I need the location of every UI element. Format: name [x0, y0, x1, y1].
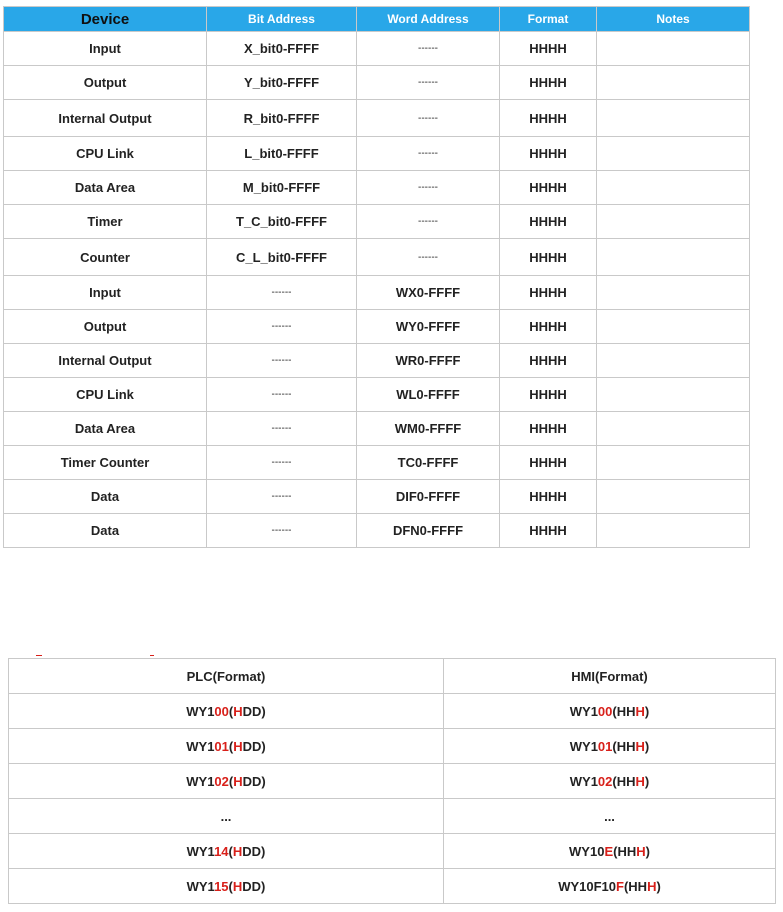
bit-address-cell: ------: [207, 344, 357, 378]
table-row: [4, 412, 750, 446]
highlighted-text: H: [635, 773, 645, 789]
format-cell: HHHH: [500, 239, 597, 276]
highlighted-text: F: [616, 878, 624, 894]
notes-cell: [597, 514, 750, 548]
format-conversion-table: [8, 658, 776, 904]
highlighted-text: 01: [597, 738, 613, 754]
notes-cell: [597, 480, 750, 514]
red-underline-mark: [150, 655, 154, 656]
device-cell: Input: [4, 32, 207, 66]
notes-cell: [597, 344, 750, 378]
format-cell: HHHH: [500, 205, 597, 239]
text-segment: WY10: [569, 843, 605, 859]
text-segment: DD): [242, 843, 266, 859]
device-table-header-row: [4, 7, 750, 32]
plc-format-cell: [9, 834, 444, 869]
text-segment: ): [644, 703, 650, 719]
notes-cell: [597, 378, 750, 412]
format-cell: HHHH: [500, 514, 597, 548]
table-row: [4, 344, 750, 378]
text-segment: (HH: [612, 738, 636, 754]
text-segment: WY1: [569, 738, 598, 754]
bit-address-cell: R_bit0-FFFF: [207, 100, 357, 137]
plc-format-cell: [9, 799, 444, 834]
device-address-table: [3, 6, 750, 548]
highlighted-text: 14: [214, 843, 229, 859]
format-table-body: [9, 659, 776, 904]
notes-cell: [597, 66, 750, 100]
highlighted-text: H: [233, 703, 243, 719]
format-cell: HHHH: [500, 100, 597, 137]
header-plc-format: PLC(Format): [9, 659, 444, 694]
format-cell: HHHH: [500, 171, 597, 205]
table-row: [4, 171, 750, 205]
text-segment: ): [645, 843, 650, 859]
table-row: [4, 239, 750, 276]
highlighted-text: 15: [214, 878, 229, 894]
bit-address-cell: ------: [207, 276, 357, 310]
table-row: [9, 799, 776, 834]
header-notes: Notes: [597, 7, 750, 32]
table-row: [9, 694, 776, 729]
table-row: [4, 276, 750, 310]
notes-cell: [597, 276, 750, 310]
notes-cell: [597, 171, 750, 205]
device-cell: Timer Counter: [4, 446, 207, 480]
hmi-format-cell: [444, 799, 776, 834]
word-address-cell: ------: [357, 66, 500, 100]
table-row: [9, 764, 776, 799]
table-row: [4, 446, 750, 480]
notes-cell: [597, 205, 750, 239]
word-address-cell: WR0-FFFF: [357, 344, 500, 378]
text-segment: ): [656, 878, 661, 894]
text-segment: WY1: [186, 773, 215, 789]
hmi-format-cell: [444, 764, 776, 799]
text-segment: ...: [220, 808, 232, 824]
table-row: [4, 378, 750, 412]
table-row: [9, 729, 776, 764]
bit-address-cell: ------: [207, 378, 357, 412]
notes-cell: [597, 412, 750, 446]
text-segment: (HH: [613, 843, 637, 859]
word-address-cell: ------: [357, 100, 500, 137]
highlighted-text: H: [232, 878, 243, 894]
bit-address-cell: ------: [207, 412, 357, 446]
bit-address-cell: T_C_bit0-FFFF: [207, 205, 357, 239]
word-address-cell: DIF0-FFFF: [357, 480, 500, 514]
text-segment: DD): [242, 773, 266, 789]
table-row: [4, 514, 750, 548]
device-cell: Internal Output: [4, 100, 207, 137]
text-segment: (HH: [623, 878, 648, 894]
device-cell: Data: [4, 514, 207, 548]
text-segment: (: [228, 773, 234, 789]
bit-address-cell: ------: [207, 514, 357, 548]
format-cell: HHHH: [500, 446, 597, 480]
bit-address-cell: Y_bit0-FFFF: [207, 66, 357, 100]
highlighted-text: E: [604, 843, 614, 859]
format-cell: HHHH: [500, 32, 597, 66]
word-address-cell: WM0-FFFF: [357, 412, 500, 446]
header-format: Format: [500, 7, 597, 32]
format-cell: HHHH: [500, 344, 597, 378]
word-address-cell: WL0-FFFF: [357, 378, 500, 412]
plc-format-cell: [9, 869, 444, 904]
device-cell: Output: [4, 310, 207, 344]
word-address-cell: ------: [357, 171, 500, 205]
text-segment: ): [644, 738, 650, 754]
bit-address-cell: X_bit0-FFFF: [207, 32, 357, 66]
highlighted-text: 02: [597, 773, 613, 789]
bit-address-cell: ------: [207, 446, 357, 480]
word-address-cell: ------: [357, 239, 500, 276]
highlighted-text: 00: [214, 703, 229, 719]
bit-address-cell: ------: [207, 310, 357, 344]
device-cell: Data: [4, 480, 207, 514]
table-row: [4, 205, 750, 239]
plc-format-cell: [9, 729, 444, 764]
bit-address-cell: M_bit0-FFFF: [207, 171, 357, 205]
table-row: [4, 100, 750, 137]
text-segment: DD): [242, 738, 266, 754]
notes-cell: [597, 137, 750, 171]
device-cell: Counter: [4, 239, 207, 276]
format-cell: HHHH: [500, 480, 597, 514]
highlighted-text: H: [636, 843, 646, 859]
word-address-cell: WY0-FFFF: [357, 310, 500, 344]
bit-address-cell: L_bit0-FFFF: [207, 137, 357, 171]
text-segment: ...: [604, 808, 615, 824]
notes-cell: [597, 100, 750, 137]
header-device: Device: [4, 7, 207, 32]
hmi-format-cell: [444, 869, 776, 904]
format-cell: HHHH: [500, 378, 597, 412]
header-bit-address: Bit Address: [207, 7, 357, 32]
word-address-cell: TC0-FFFF: [357, 446, 500, 480]
word-address-cell: DFN0-FFFF: [357, 514, 500, 548]
format-cell: HHHH: [500, 66, 597, 100]
header-word-address: Word Address: [357, 7, 500, 32]
plc-format-cell: [9, 694, 444, 729]
notes-cell: [597, 239, 750, 276]
text-segment: (: [228, 703, 234, 719]
text-segment: WY1: [569, 773, 598, 789]
notes-cell: [597, 310, 750, 344]
text-segment: (: [228, 878, 233, 894]
format-cell: HHHH: [500, 412, 597, 446]
red-underline-mark: [36, 655, 42, 656]
text-segment: WY1: [186, 843, 215, 859]
device-cell: Input: [4, 276, 207, 310]
device-table-body: [4, 32, 750, 548]
text-segment: WY10F10: [558, 878, 616, 894]
notes-cell: [597, 32, 750, 66]
device-cell: CPU Link: [4, 378, 207, 412]
table-row: [9, 834, 776, 869]
word-address-cell: ------: [357, 32, 500, 66]
text-segment: ): [644, 773, 650, 789]
text-segment: DD): [242, 703, 266, 719]
text-segment: (: [228, 738, 234, 754]
text-segment: (HH: [612, 773, 636, 789]
word-address-cell: WX0-FFFF: [357, 276, 500, 310]
device-cell: Timer: [4, 205, 207, 239]
text-segment: WY1: [186, 878, 215, 894]
highlighted-text: H: [233, 773, 243, 789]
text-segment: (HH: [612, 703, 636, 719]
highlighted-text: 02: [214, 773, 229, 789]
format-cell: HHHH: [500, 137, 597, 171]
table-row: [9, 869, 776, 904]
highlighted-text: H: [647, 878, 657, 894]
bit-address-cell: ------: [207, 480, 357, 514]
format-table-header-row: [9, 659, 776, 694]
text-segment: DD): [242, 878, 266, 894]
word-address-cell: ------: [357, 205, 500, 239]
device-cell: Output: [4, 66, 207, 100]
format-cell: HHHH: [500, 276, 597, 310]
text-segment: (: [228, 843, 233, 859]
text-segment: WY1: [186, 703, 215, 719]
plc-format-cell: [9, 764, 444, 799]
format-cell: HHHH: [500, 310, 597, 344]
table-row: [4, 32, 750, 66]
table-row: [4, 310, 750, 344]
highlighted-text: 00: [597, 703, 613, 719]
text-segment: WY1: [186, 738, 215, 754]
table-row: [4, 480, 750, 514]
hmi-format-cell: [444, 729, 776, 764]
highlighted-text: H: [232, 843, 243, 859]
table-row: [4, 66, 750, 100]
header-hmi-format: HMI(Format): [444, 659, 776, 694]
device-cell: Data Area: [4, 171, 207, 205]
hmi-format-cell: [444, 834, 776, 869]
device-cell: Data Area: [4, 412, 207, 446]
highlighted-text: 01: [214, 738, 229, 754]
word-address-cell: ------: [357, 137, 500, 171]
table-row: [4, 137, 750, 171]
highlighted-text: H: [635, 703, 645, 719]
bit-address-cell: C_L_bit0-FFFF: [207, 239, 357, 276]
highlighted-text: H: [635, 738, 645, 754]
notes-cell: [597, 446, 750, 480]
hmi-format-cell: [444, 694, 776, 729]
device-cell: CPU Link: [4, 137, 207, 171]
device-cell: Internal Output: [4, 344, 207, 378]
text-segment: WY1: [569, 703, 598, 719]
highlighted-text: H: [233, 738, 243, 754]
